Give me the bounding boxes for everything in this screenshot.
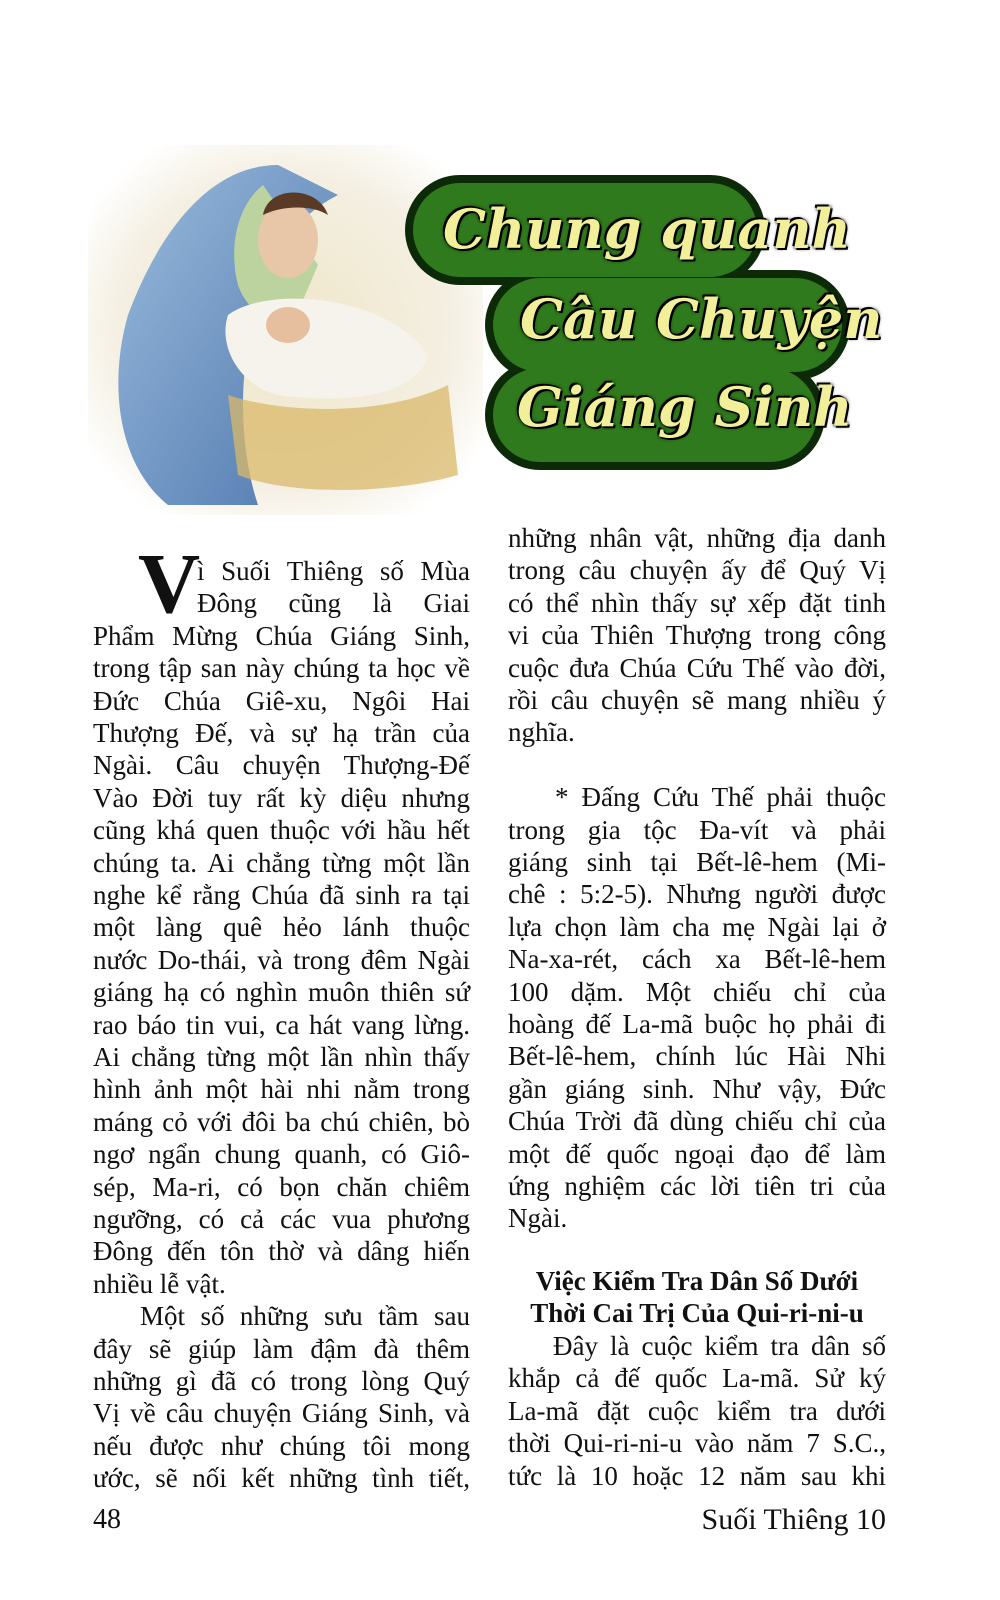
text-line: Vào Đời tuy rất kỳ diệu nhưng	[93, 782, 470, 813]
text-line: nước Do-thái, và trong đêm Ngài	[93, 944, 470, 975]
text-line: ứng nghiệm các lời tiên tri của	[508, 1171, 886, 1201]
text-line: Chúa Trời đã dùng chiếu chỉ của	[508, 1106, 886, 1137]
text-line: khắp cả đế quốc La-mã. Sử ký	[508, 1363, 886, 1394]
text-line: vi của Thiên Thượng trong công	[508, 620, 886, 651]
text-line: 100 dặm. Một chiếu chỉ của	[508, 976, 886, 1007]
text-line: ước, sẽ nối kết những tình tiết,	[93, 1463, 470, 1494]
text-line: đây sẽ giúp làm đậm đà thêm	[93, 1333, 470, 1364]
text-line: Bết-lê-hem, chính lúc Hài Nhi	[508, 1041, 886, 1072]
text-line: rao báo tin vui, ca hát vang lừng.	[93, 1009, 470, 1040]
title-line-3: Giáng Sinh	[517, 375, 853, 439]
text-line: Ngài.	[508, 1203, 568, 1234]
text-line: Đây là cuộc kiểm tra dân số	[553, 1331, 886, 1361]
text-line: La-mã đặt cuộc kiểm tra dưới	[508, 1395, 886, 1426]
text-line: Vị về câu chuyện Giáng Sinh, và	[93, 1398, 470, 1429]
text-line: cũng khá quen thuộc với hầu hết	[93, 815, 470, 846]
text-line: gần giáng sinh. Như vậy, Đức	[508, 1073, 886, 1104]
text-line: sép, Ma-ri, có bọn chăn chiêm	[93, 1171, 470, 1202]
text-line: hình ảnh một hài nhi nằm trong	[93, 1074, 470, 1105]
section-heading: Việc Kiểm Tra Dân Số Dưới	[535, 1266, 859, 1296]
text-line: ì Suối Thiêng số Mùa	[197, 556, 470, 586]
text-line: Đức Chúa Giê-xu, Ngôi Hai	[93, 685, 470, 716]
text-line: tức là 10 hoặc 12 năm sau khi	[508, 1460, 886, 1491]
text-line: một đế quốc ngoại đạo để làm	[508, 1138, 886, 1169]
text-line: chúng ta. Ai chẳng từng một lần	[93, 847, 470, 878]
text-line: Na-xa-rét, cách xa Bết-lê-hem	[508, 944, 886, 975]
drop-cap: V	[138, 535, 201, 631]
text-line: giáng sinh tại Bết-lê-hem (Mi-	[508, 847, 886, 877]
title-line-1: Chung quanh	[443, 197, 851, 261]
title-line-2: Câu Chuyện	[520, 287, 883, 351]
text-line: nhiều lễ vật.	[93, 1268, 226, 1299]
text-line: Một số những sưu tầm sau	[140, 1301, 470, 1332]
text-line: ngưỡng, có cả các vua phương	[93, 1204, 470, 1234]
text-line: có thể nhìn thấy sự xếp đặt tinh	[508, 587, 886, 618]
text-line: trong tập san này chúng ta học về	[93, 653, 470, 684]
page-footer-right: Suối Thiêng 10	[701, 1503, 886, 1536]
text-line: giáng hạ có nghìn muôn thiên sứ	[93, 977, 470, 1008]
text-line: * Đấng Cứu Thế phải thuộc	[555, 782, 886, 813]
text-line: nghĩa.	[508, 717, 575, 748]
text-line: nếu được như chúng tôi mong	[93, 1430, 470, 1461]
section-heading: Thời Cai Trị Của Qui-ri-ni-u	[530, 1298, 864, 1329]
text-line: cuộc đưa Chúa Cứu Thế vào đời,	[508, 652, 886, 683]
page-number-left: 48	[93, 1504, 121, 1535]
text-line: Thượng Đế, và sự hạ trần của	[93, 718, 470, 748]
text-line: nghe kể rằng Chúa đã sinh ra tại	[93, 880, 470, 910]
text-line: trong gia tộc Đa-vít và phải	[508, 814, 886, 845]
text-line: Ai chẳng từng một lần nhìn thấy	[93, 1042, 470, 1072]
text-line: máng cỏ với đôi ba chú chiên, bò	[93, 1106, 470, 1137]
title-artwork	[405, 175, 883, 475]
text-line: những nhân vật, những địa danh	[508, 523, 886, 553]
text-line: chê : 5:2-5). Nhưng người được	[508, 879, 886, 910]
text-line: rồi câu chuyện sẽ mang nhiều ý	[508, 685, 886, 715]
text-line: ngơ ngẩn chung quanh, có Giô-	[93, 1139, 470, 1170]
text-line: lựa chọn làm cha mẹ Ngài lại ở	[508, 911, 886, 942]
text-line: Đông cũng là Giai	[197, 588, 470, 619]
text-line: trong câu chuyện ấy để Quý Vị	[508, 555, 886, 586]
text-line: thời Qui-ri-ni-u vào năm 7 S.C.,	[508, 1428, 886, 1459]
text-line: hoàng đế La-mã buộc họ phải đi	[508, 1009, 886, 1039]
text-line: những gì đã có trong lòng Quý	[93, 1366, 470, 1396]
text-line: một làng quê hẻo lánh thuộc	[93, 912, 470, 943]
text-line: Phẩm Mừng Chúa Giáng Sinh,	[93, 620, 470, 651]
text-line: Đông đến tôn thờ và dâng hiến	[93, 1236, 470, 1267]
text-line: Ngài. Câu chuyện Thượng-Đế	[93, 750, 470, 781]
